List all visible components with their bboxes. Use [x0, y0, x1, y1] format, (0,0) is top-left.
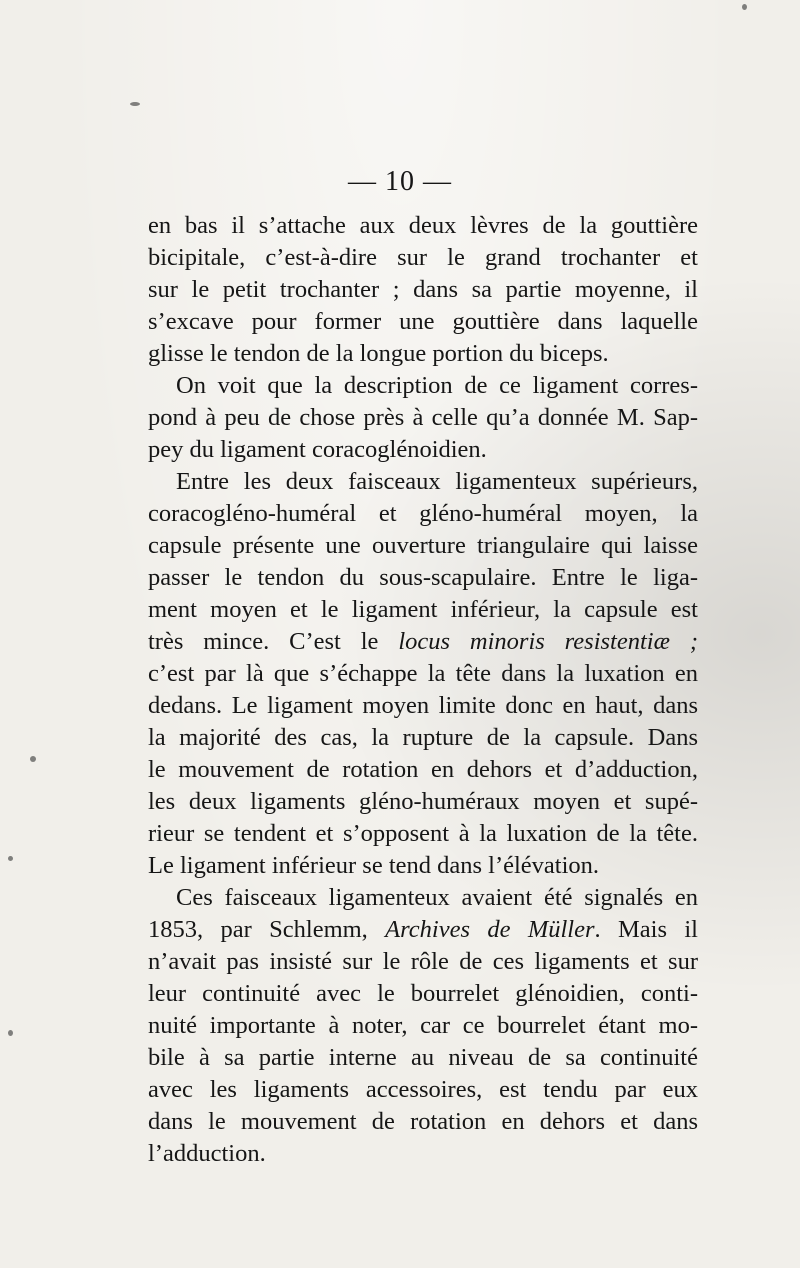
scan-speck	[742, 4, 747, 10]
text-line: dedans. Le ligament moyen limite donc en haut, dans	[148, 692, 698, 719]
cited-journal: Archives de Müller	[385, 916, 595, 943]
paragraph-first-line: Entre les deux faisceaux ligamenteux supérieurs,	[176, 468, 698, 495]
text-line: capsule présente une ouverture triangulaire qui laisse	[148, 532, 698, 559]
text-line: en bas il s’attache aux deux lèvres de la gouttière	[148, 212, 698, 239]
text-line: bicipitale, c’est-à-dire sur le grand trochanter et	[148, 244, 698, 271]
body-text	[148, 210, 698, 1170]
text-line: c’est par là que s’échappe la tête dans la luxation en	[148, 660, 698, 687]
text-line: très mince. C’est le locus minoris resistentiæ ;	[148, 628, 698, 655]
paragraph-first-line: Ces faisceaux ligamenteux avaient été signalés en	[176, 884, 698, 911]
text-line: Le ligament inférieur se tend dans l’élévation.	[148, 852, 600, 879]
scan-speck	[8, 856, 13, 861]
text-line: 1853, par Schlemm, Archives de Müller. Mais il	[148, 916, 698, 943]
text-line: pey du ligament coracoglénoidien.	[148, 436, 487, 463]
text-line: nuité importante à noter, car ce bourrelet étant mo-	[148, 1012, 698, 1039]
text-line: passer le tendon du sous-scapulaire. Entre le liga-	[148, 564, 698, 591]
text-line: pond à peu de chose près à celle qu’a donnée M. Sap-	[148, 404, 698, 431]
scan-speck	[30, 756, 36, 762]
text-line: n’avait pas insisté sur le rôle de ces ligaments et sur	[148, 948, 698, 975]
text-line: les deux ligaments gléno-huméraux moyen et supé-	[148, 788, 698, 815]
scan-speck	[8, 1030, 13, 1036]
text-line: glisse le tendon de la longue portion du biceps.	[148, 340, 609, 367]
text-line: le mouvement de rotation en dehors et d’adduction,	[148, 756, 698, 783]
page-number: — 10 —	[348, 166, 452, 197]
text-line: leur continuité avec le bourrelet glénoidien, conti-	[148, 980, 698, 1007]
text-line: ment moyen et le ligament inférieur, la capsule est	[148, 596, 698, 623]
text-line: coracogléno-huméral et gléno-huméral moyen, la	[148, 500, 698, 527]
text-line: avec les ligaments accessoires, est tendu par eux	[148, 1076, 698, 1103]
scan-speck	[130, 102, 140, 106]
text-line: rieur se tendent et s’opposent à la luxation de la tête.	[148, 820, 698, 847]
text-line: s’excave pour former une gouttière dans laquelle	[148, 308, 698, 335]
text-line: sur le petit trochanter ; dans sa partie moyenne, il	[148, 276, 698, 303]
paragraph-first-line: On voit que la description de ce ligament corres-	[176, 372, 698, 399]
latin-phrase: locus minoris resistentiæ ;	[398, 628, 698, 655]
text-line: l’adduction.	[148, 1140, 266, 1167]
text-line: bile à sa partie interne au niveau de sa continuité	[148, 1044, 698, 1071]
text-line: la majorité des cas, la rupture de la capsule. Dans	[148, 724, 698, 751]
text-line: dans le mouvement de rotation en dehors et dans	[148, 1108, 698, 1135]
